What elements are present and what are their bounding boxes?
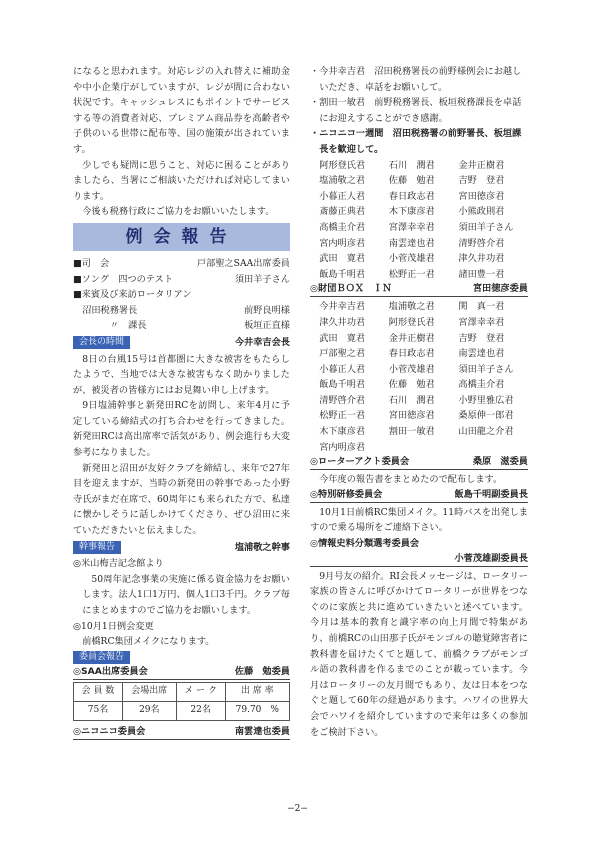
member-name: 高橋圭介君	[319, 221, 366, 233]
info-name: 小菅茂雄副委員長	[310, 552, 528, 567]
president-name: 今井幸吉会長	[234, 336, 290, 348]
president-header	[73, 335, 290, 351]
right-column	[310, 64, 528, 740]
member-name: 武田 寛君	[319, 332, 366, 344]
table-header-row	[74, 682, 290, 701]
table-cell: 22名	[176, 701, 225, 720]
member-name: 木下康彦君	[319, 426, 366, 438]
secretary-item-title: ◎米山梅吉記念館より	[73, 558, 164, 570]
member-name: 塩浦敬之君	[388, 301, 435, 313]
member-name: 関 真一君	[458, 301, 505, 313]
info-title: ◎情報史料分類選考委員会	[310, 538, 420, 550]
table-cell: 79.70 %	[225, 701, 289, 720]
niconico-committee-row	[73, 725, 290, 740]
niconico-committee-title: ◎ニコニコ委員会	[73, 725, 146, 737]
rotaract-title: ◎ローターアクト委員会	[310, 456, 410, 468]
training-name: 飯島千明副委員長	[454, 488, 528, 500]
member-name: 塩浦敬之君	[319, 175, 366, 187]
member-name: 小暮正人君	[319, 363, 366, 375]
rotaract-name: 桑原 滋委員	[472, 456, 528, 468]
secretary-header	[73, 540, 290, 556]
guest-org: 沼田税務署長	[82, 304, 138, 316]
president-tag: 会長の時間	[73, 336, 130, 349]
member-name: 吉野 登君	[458, 175, 505, 187]
member-name: 小熊政則君	[458, 206, 505, 218]
member-name: 春日政志君	[388, 348, 435, 360]
guest-row	[73, 303, 290, 319]
song-row	[73, 272, 290, 288]
member-name: 戸部聖之君	[319, 348, 366, 360]
saa-committee-name: 佐藤 勉委員	[234, 665, 290, 677]
member-name: 阿形登氏君	[319, 159, 366, 171]
member-name: 小菅茂雄君	[388, 253, 435, 265]
intro-paragraph: 少しでも疑問に思うこと、対応に困ることがありましたら、当署にご相談いただければ対応してまいります。	[73, 159, 290, 202]
table-header-cell: 会 員 数	[74, 682, 123, 701]
attendance-table	[73, 682, 290, 721]
president-paragraph: 9日塩浦幹事と新発田RCを訪問し、来年4月に予定している締結式の打ち合わせを行ってきました。新発田RCは高出席率で活気があり、例会進行も大変参考になりました。	[73, 400, 290, 459]
song-label: ■ソング 四つのテスト	[73, 273, 174, 285]
table-header-cell: 出 席 率	[225, 682, 289, 701]
rotaract-row	[310, 455, 528, 470]
niconico-bullet: ・割田一敏君 前野税務署長、板垣税務課長を卓話にお迎えすることができ感謝。	[310, 97, 522, 124]
member-name: 阿形登氏君	[388, 316, 435, 328]
secretary-item-body: 前橋RC集団メイクになります。	[82, 636, 215, 648]
chair-row	[73, 256, 290, 272]
member-name: 宮澤幸幸君	[458, 316, 505, 328]
member-name: 佐藤 勉君	[388, 175, 435, 187]
member-name: 宮澤幸幸君	[388, 221, 435, 233]
foundation-box-name: 宮田徳彦委員	[472, 283, 528, 295]
info-body: 9月号友の紹介。RI会長メッセージは、ロータリー家族の皆さんに呼びかけてロータリーが世界をつなぐのに家族と共に進めていきたいと述べています。今月は基本的教育と識字率の向上月間で特集があり、前橋RCの山田那子氏がモンゴルの聴覚障害者に教科書を届けたくてと題して、前橋クラブがモンゴル語の教科書を作るまでのことが載っています。今月はロータリーの友月間でもあり、友は日本をつなぐと題して60年の経過があります。ハワイの世界大会でハワイを紹介していますので来年は多くの参加をご検討下さい。	[310, 570, 528, 738]
member-name: 須田羊子さん	[458, 363, 514, 375]
training-body: 10月1日前橋RC集団メイク。11時バスを出発しますので乗る場所をご連絡下さい。	[310, 506, 528, 534]
page-number: −2−	[287, 804, 308, 815]
member-name: 諸田豊一君	[458, 268, 505, 280]
member-name: 割田一敏君	[388, 426, 435, 438]
member-name: 清野啓介君	[458, 237, 505, 249]
member-name: 山田龍之介君	[458, 426, 514, 438]
secretary-item-body: 50周年記念事業の実施に係る資金協力をお願いします。法人1口1万円、個人1口3千円。クラブ毎にまとめますのでご協力をお願いします。	[82, 573, 290, 616]
secretary-item-title: ◎10月1日例会変更	[73, 620, 154, 632]
niconico-name-grid	[310, 158, 528, 283]
left-column	[73, 64, 290, 742]
intro-paragraph: になると思われます。対応レジの入れ替えに補助金や中小企業庁がしていますが、レジが間に合わない状況です。キャッシュレスにもポイントでサービスする等の消費者対応、プレミアム商品券を高齢者や子供のいる世帯に配布等、国の施策が出されています。	[73, 66, 290, 155]
guest-org: 〃 課長	[109, 320, 147, 332]
member-name: 宮内明彦君	[319, 237, 366, 249]
president-paragraph: 新発田と沼田が友好クラブを締結し、来年で27年目を迎えますが、当時の新発田の幹事であった小野寺氏がまだ在席で、60周年にも来られた方で、私達に懐かしそうに話しかけてくださり、ぜひ沼田に来ていただきたいと伝えました。	[73, 462, 290, 537]
guests-label: ■来賓及び来訪ロータリアン	[73, 289, 192, 301]
saa-committee-title: ◎SAA出席委員会	[73, 665, 148, 677]
member-name: 高橋圭介君	[458, 379, 505, 391]
member-name: 飯島千明君	[319, 379, 366, 391]
niconico-bullet: ・ニコニコ一週間 沼田税務署の前野署長、板垣課長を歓迎して。	[310, 128, 522, 155]
member-name: 須田羊子さん	[458, 221, 514, 233]
member-name: 宮内明彦君	[319, 441, 366, 453]
guest-name: 板垣正直様	[244, 320, 290, 332]
committee-tag: 委員会報告	[73, 651, 130, 664]
member-name: 木下康彦君	[388, 206, 435, 218]
member-name: 佐藤 勉君	[388, 379, 435, 391]
table-cell: 29名	[122, 701, 176, 720]
member-name: 宮田徳彦君	[458, 190, 505, 202]
secretary-tag: 幹事報告	[73, 541, 121, 554]
member-name: 松野正一君	[388, 268, 435, 280]
member-name: 金井正樹君	[458, 159, 505, 171]
table-header-cell: メ ー ク	[176, 682, 225, 701]
song-name: 須田羊子さん	[234, 273, 290, 285]
member-name: 南雲達也君	[388, 237, 435, 249]
rotaract-body: 今年度の報告書をまとめたので配布します。	[319, 474, 503, 486]
niconico-bullet: ・今井幸吉君 沼田税務署長の前野様例会にお越しいただき、卓話をお願いして。	[310, 66, 522, 93]
member-name: 小暮正人君	[319, 190, 366, 202]
member-name: 武田 寛君	[319, 253, 366, 265]
training-row	[310, 488, 528, 503]
member-name: 津久井功君	[319, 316, 366, 328]
committee-header	[73, 651, 290, 664]
chair-name: 戸部聖之SAA出席委員	[196, 257, 290, 269]
guest-row	[73, 318, 290, 334]
foundation-box-title: ◎財団ＢＯＸ ＩＮ	[310, 283, 392, 295]
member-name: 石川 潤君	[388, 159, 435, 171]
guest-name: 前野良明様	[244, 304, 290, 316]
member-name: 南雲達也君	[458, 348, 505, 360]
member-name	[458, 440, 528, 456]
member-name: 石川 潤君	[388, 394, 435, 406]
table-row	[74, 701, 290, 720]
meeting-report-banner: 例会報告	[73, 223, 290, 251]
member-name: 宮田徳彦君	[388, 410, 435, 422]
member-name: 松野正一君	[319, 410, 366, 422]
member-name: 今井幸吉君	[319, 301, 366, 313]
saa-committee-row	[73, 665, 290, 680]
president-paragraph: 8日の台風15号は首都圏に大きな被害をもたらしたようで、当地では大きな被害もなく助かりましたが、被災者の皆様方にはお見舞い申し上げます。	[73, 353, 290, 396]
table-cell: 75名	[74, 701, 123, 720]
member-name: 小野里雅広君	[458, 394, 514, 406]
member-name: 吉野 登君	[458, 332, 505, 344]
member-name: 春日政志君	[388, 190, 435, 202]
member-name: 金井正樹君	[388, 332, 435, 344]
member-name: 桑原伸一郎君	[458, 410, 514, 422]
foundation-box-row	[310, 282, 528, 297]
member-name: 斎藤正典君	[319, 206, 366, 218]
training-title: ◎特別研修委員会	[310, 488, 383, 500]
member-name: 津久井功君	[458, 253, 505, 265]
member-name: 清野啓介君	[319, 394, 366, 406]
member-name: 飯島千明君	[319, 268, 366, 280]
member-name	[389, 440, 459, 456]
intro-paragraph: 今後も税務行政にご協力をお願いいたします。	[82, 206, 275, 218]
niconico-committee-name: 南雲達也委員	[234, 725, 290, 737]
foundation-name-grid	[310, 299, 528, 455]
table-header-cell: 会場出席	[122, 682, 176, 701]
chair-label: ■司 会	[73, 257, 110, 269]
member-name: 小菅茂雄君	[388, 363, 435, 375]
secretary-name: 塩浦敬之幹事	[234, 541, 290, 553]
